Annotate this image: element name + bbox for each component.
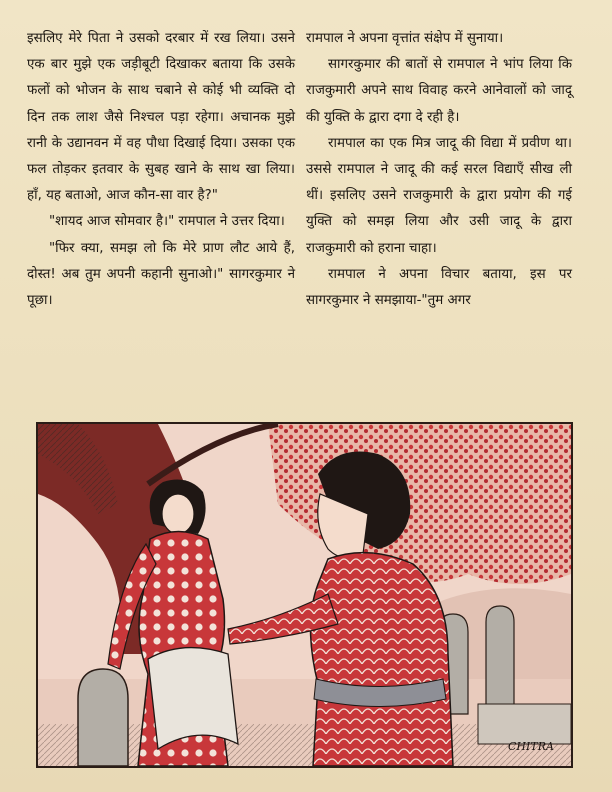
tomb-slab xyxy=(478,704,571,744)
left-column xyxy=(27,26,295,314)
figure-right-tunic xyxy=(311,553,454,766)
artist-signature: CHITRA xyxy=(508,740,554,753)
gravestone-left xyxy=(78,669,128,766)
left-paragraph-3: "फिर क्या, समझ लो कि मेरे प्राण लौट आये हैं, दोस्त! अब तुम अपनी कहानी सुनाओ।" सागरकुमार ने पूछा। xyxy=(27,240,295,309)
right-column xyxy=(306,26,572,314)
right-paragraph-4: रामपाल ने अपना विचार बताया, इस पर सागरकुमार ने समझाया-"तुम अगर xyxy=(306,266,572,309)
left-paragraph-1: इसलिए मेरे पिता ने उसको दरबार में रख लिया। उसने एक बार मुझे एक जड़ीबूटी दिखाकर बताया कि उसके फलों को भोजन के साथ चबाने से कोई भी व्यक्ति दो दिन तक लाश जैसे निश्चल पड़ा रहेगा। अचानक मुझे रानी के उद्यानवन में वह पौधा दिखाई दिया। उसका एक फल तोड़कर इतवार के सुबह खाने के साथ खा लिया। हाँ, यह बताओ, आज कौन-सा वार है?" xyxy=(27,31,295,204)
right-paragraph-1: रामपाल ने अपना वृत्तांत संक्षेप में सुनाया। xyxy=(306,31,504,46)
figure-left-face xyxy=(162,494,194,534)
right-paragraph-2: सागरकुमार की बातों से रामपाल ने भांप लिया कि राजकुमारी अपने साथ विवाह करने आनेवालों को जादू की युक्ति के द्वारा दगा दे रही है। xyxy=(306,57,572,125)
figure-left-sash xyxy=(148,648,238,749)
story-illustration xyxy=(36,422,573,768)
right-paragraph-3: रामपाल का एक मित्र जादू की विद्या में प्रवीण था। उससे रामपाल ने जादू की कई सरल विद्याएँ सीख ली थीं। इसलिए उसने राजकुमारी के द्वारा प्रयोग की गई युक्ति को समझ लिया और उसी जादू के द्वारा राजकुमारी को हराना चाहा। xyxy=(306,135,572,256)
illustration-svg xyxy=(38,424,571,766)
gravestone-right-2 xyxy=(486,606,514,709)
left-paragraph-2: "शायद आज सोमवार है।" रामपाल ने उत्तर दिया। xyxy=(49,214,285,230)
